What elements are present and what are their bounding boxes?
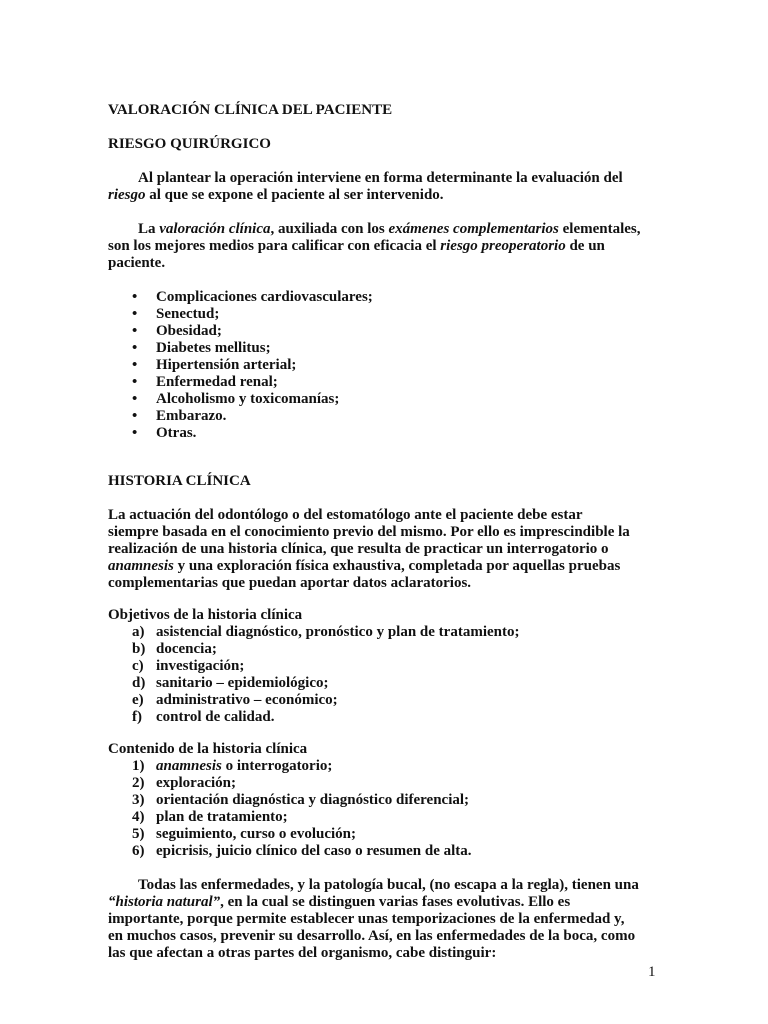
- paragraph-line: Todas las enfermedades, y la patología bucal, (no escapa a la regla), tienen una: [138, 877, 639, 893]
- list-label: b): [132, 641, 146, 657]
- paragraph-line: complementarias que puedan aportar datos aclaratorios.: [108, 575, 472, 591]
- list-label: 1): [132, 758, 145, 774]
- subheading-contenido: Contenido de la historia clínica: [108, 741, 308, 757]
- paragraph-line: [108, 558, 620, 575]
- list-item-text: o interrogatorio;: [221, 758, 333, 774]
- subheading-objetivos: Objetivos de la historia clínica: [108, 607, 303, 623]
- emphasis-text: valoración clínica: [159, 221, 271, 237]
- paragraph-text: La: [138, 221, 160, 237]
- emphasis-text: anamnesis: [108, 558, 174, 574]
- paragraph-line: realización de una historia clínica, que resulta de practicar un interrogatorio o: [108, 541, 609, 557]
- paragraph-text: al que se expone el paciente al ser intervenido.: [145, 187, 444, 203]
- list-label: 3): [132, 792, 145, 808]
- bullet-icon: •: [132, 289, 138, 305]
- paragraph-line: [108, 238, 605, 255]
- paragraph-text: , en la cual se distinguen varias fases evolutivas. Ello es: [220, 894, 571, 910]
- list-item-text: Diabetes mellitus;: [156, 340, 271, 356]
- paragraph-line: las que afectan a otras partes del organismo, cabe distinguir:: [108, 945, 497, 961]
- bullet-icon: •: [132, 340, 138, 356]
- bullet-icon: •: [132, 374, 138, 390]
- emphasis-text: riesgo preoperatorio: [440, 238, 566, 254]
- emphasis-text: anamnesis: [156, 758, 222, 774]
- paragraph-line: [138, 221, 641, 238]
- list-label: e): [132, 692, 144, 708]
- document-title: VALORACIÓN CLÍNICA DEL PACIENTE: [108, 102, 393, 118]
- list-item-text: administrativo – económico;: [156, 692, 338, 708]
- bullet-icon: •: [132, 306, 138, 322]
- list-label: d): [132, 675, 146, 691]
- emphasis-text: exámenes complementarios: [388, 221, 559, 237]
- list-item-text: asistencial diagnóstico, pronóstico y plan de tratamiento;: [156, 624, 520, 640]
- list-item-text: plan de tratamiento;: [156, 809, 288, 825]
- list-item-text: sanitario – epidemiológico;: [156, 675, 329, 691]
- list-label: 6): [132, 843, 145, 859]
- list-label: 5): [132, 826, 145, 842]
- list-item-text: [156, 758, 332, 775]
- bullet-icon: •: [132, 323, 138, 339]
- list-item-text: exploración;: [156, 775, 236, 791]
- paragraph-line: [108, 894, 570, 911]
- bullet-icon: •: [132, 357, 138, 373]
- list-item-text: Alcoholismo y toxicomanías;: [156, 391, 340, 407]
- list-item-text: Senectud;: [156, 306, 220, 322]
- section-heading-riesgo: RIESGO QUIRÚRGICO: [108, 136, 271, 152]
- section-heading-historia: HISTORIA CLÍNICA: [108, 473, 251, 489]
- list-label: a): [132, 624, 145, 640]
- paragraph-text: y una exploración física exhaustiva, completada por aquellas pruebas: [173, 558, 621, 574]
- list-item-text: investigación;: [156, 658, 245, 674]
- list-item-text: Enfermedad renal;: [156, 374, 278, 390]
- paragraph-text: elementales,: [558, 221, 641, 237]
- list-label: 2): [132, 775, 145, 791]
- list-item-text: seguimiento, curso o evolución;: [156, 826, 356, 842]
- bullet-icon: •: [132, 408, 138, 424]
- list-label: 4): [132, 809, 145, 825]
- bullet-icon: •: [132, 391, 138, 407]
- list-item-text: orientación diagnóstica y diagnóstico diferencial;: [156, 792, 470, 808]
- list-item-text: docencia;: [156, 641, 217, 657]
- page-number: 1: [648, 964, 656, 980]
- list-label: f): [132, 709, 142, 725]
- bullet-icon: •: [132, 425, 138, 441]
- paragraph-line: en muchos casos, prevenir su desarrollo. Así, en las enfermedades de la boca, como: [108, 928, 636, 944]
- emphasis-text: “historia natural”: [108, 894, 221, 910]
- paragraph-line: La actuación del odontólogo o del estomatólogo ante el paciente debe estar: [108, 507, 583, 523]
- list-item-text: Obesidad;: [156, 323, 222, 339]
- paragraph-text: son los mejores medios para calificar con eficacia el: [108, 238, 441, 254]
- paragraph-text: de un: [565, 238, 605, 254]
- paragraph-line: importante, porque permite establecer unas temporizaciones de la enfermedad y,: [108, 911, 625, 927]
- list-item-text: Otras.: [156, 425, 197, 441]
- list-item-text: epicrisis, juicio clínico del caso o resumen de alta.: [156, 843, 472, 859]
- paragraph-text: , auxiliada con los: [270, 221, 389, 237]
- paragraph-line: [108, 187, 444, 204]
- list-item-text: Hipertensión arterial;: [156, 357, 297, 373]
- list-item-text: Complicaciones cardiovasculares;: [156, 289, 373, 305]
- list-item-text: Embarazo.: [156, 408, 227, 424]
- paragraph-line: paciente.: [108, 255, 166, 271]
- list-item-text: control de calidad.: [156, 709, 275, 725]
- paragraph-line: siempre basada en el conocimiento previo del mismo. Por ello es imprescindible la: [108, 524, 630, 540]
- list-label: c): [132, 658, 144, 674]
- paragraph-line: Al plantear la operación interviene en forma determinante la evaluación del: [138, 170, 623, 186]
- emphasis-text: riesgo: [108, 187, 146, 203]
